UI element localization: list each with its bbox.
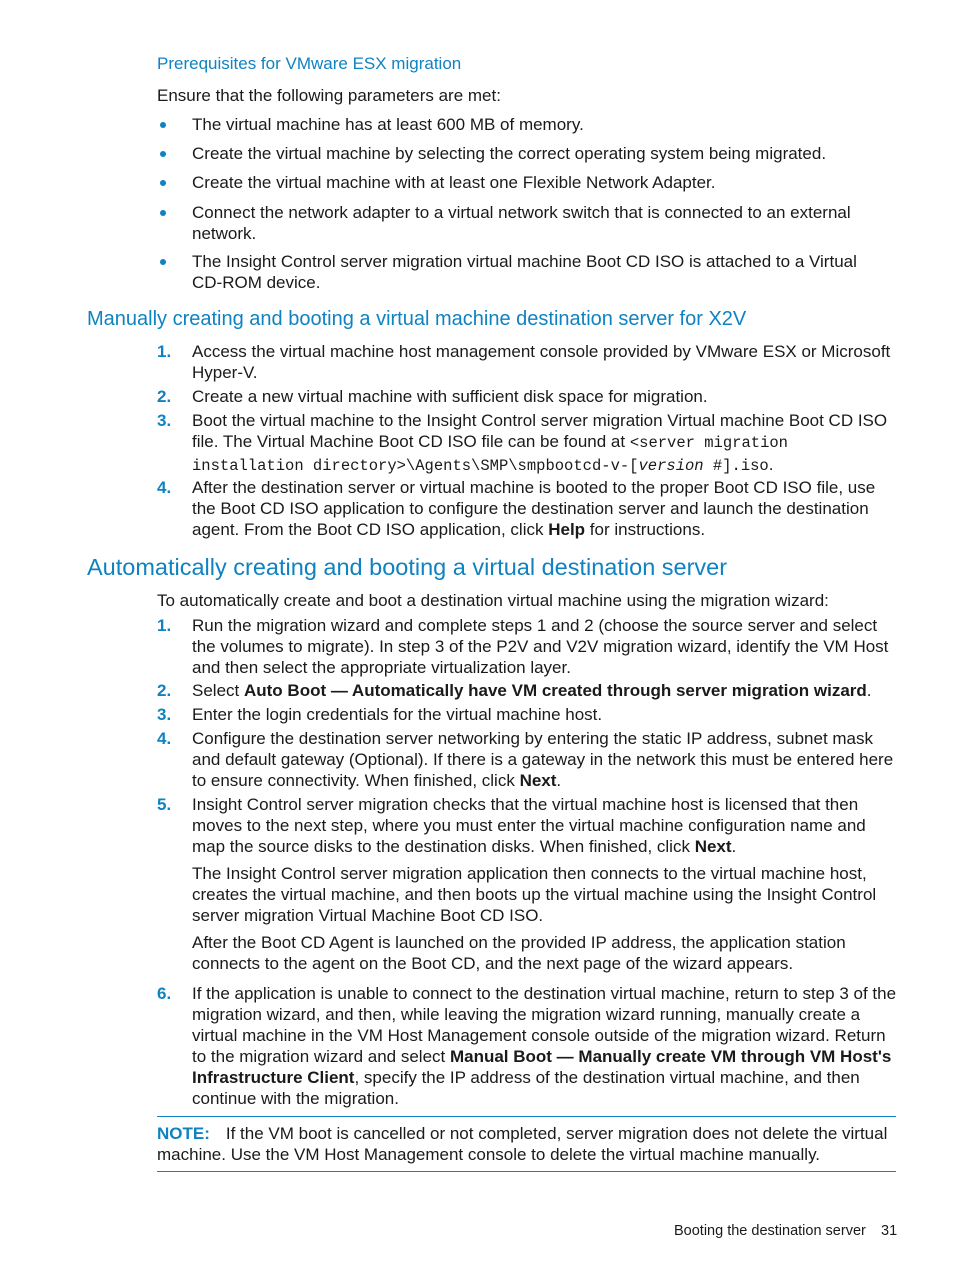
bullet-icon: [160, 210, 166, 216]
step-number: 1.: [157, 616, 172, 635]
bullet-icon: [160, 180, 166, 186]
step-number: 5.: [157, 795, 172, 814]
note-text: If the VM boot is cancelled or not completed, server migration does not delete the virtual machine. Use the VM Host Management console to delete the virtual machine manually.: [157, 1124, 888, 1164]
list-item: The Insight Control server migration virtual machine Boot CD ISO is attached to a Virtual CD-ROM device.: [192, 252, 857, 292]
step-paragraph: After the Boot CD Agent is launched on the provided IP address, the application station connects to the agent on the Boot CD, and the next page of the wizard appears.: [192, 933, 846, 973]
section-heading-auto: Automatically creating and booting a virtual destination server: [87, 554, 728, 580]
step-text: Select Auto Boot — Automatically have VM created through server migration wizard.: [192, 681, 872, 700]
step-text: After the destination server or virtual machine is booted to the proper Boot CD ISO file, use the Boot CD ISO application to configure the destination server and launch the destination agent. From the Boot CD ISO application, click Help for instructions.: [192, 478, 876, 539]
bullet-icon: [160, 122, 166, 128]
step-number: 4.: [157, 478, 172, 497]
intro-text: To automatically create and boot a destination virtual machine using the migration wizard:: [157, 591, 829, 610]
page-number: 31: [881, 1223, 898, 1239]
step-text: Access the virtual machine host management console provided by VMware ESX or Microsoft Hyper-V.: [192, 342, 891, 382]
step-text: If the application is unable to connect to the destination virtual machine, return to step 3 of the migration wizard, and then, while leaving the migration wizard running, manually create a virtual machine in the VM Host Management console outside of the migration wizard. Return to the migration wizard and select Manual Boot — Manually create VM through VM Host's Infrastructure Client, specify the IP address of the destination virtual machine, and then continue with the migration.: [192, 984, 897, 1108]
step-number: 3.: [157, 411, 172, 430]
section-heading-manual: Manually creating and booting a virtual machine destination server for X2V: [87, 308, 747, 330]
step-text: Configure the destination server networking by entering the static IP address, subnet mask and default gateway (Optional). If there is a gateway in the network this must be entered here to ensure connectivity. When finished, click Next.: [192, 729, 894, 790]
step-number: 2.: [157, 387, 172, 406]
note-label: NOTE:: [157, 1124, 210, 1143]
list-item: The virtual machine has at least 600 MB of memory.: [192, 115, 584, 134]
list-item: Create the virtual machine with at least one Flexible Network Adapter.: [192, 173, 716, 192]
step-number: 2.: [157, 681, 172, 700]
section-subheading: Prerequisites for VMware ESX migration: [157, 54, 462, 73]
step-number: 3.: [157, 705, 172, 724]
bullet-icon: [160, 151, 166, 157]
step-text: Enter the login credentials for the virtual machine host.: [192, 705, 603, 724]
list-item: Connect the network adapter to a virtual network switch that is connected to an external network.: [192, 203, 851, 243]
intro-text: Ensure that the following parameters are met:: [157, 86, 501, 105]
step-number: 1.: [157, 342, 172, 361]
bullet-icon: [160, 259, 166, 265]
step-text: Create a new virtual machine with sufficient disk space for migration.: [192, 387, 708, 406]
footer-section-title: Booting the destination server: [674, 1223, 866, 1239]
note-bottom-rule: [157, 1171, 896, 1172]
step-number: 6.: [157, 984, 172, 1003]
step-text: Run the migration wizard and complete steps 1 and 2 (choose the source server and select the volumes to migrate). In step 3 of the P2V and V2V migration wizard, identify the VM Host and then select the appropriate virtualization layer.: [192, 616, 889, 677]
path-code: <server migration installation directory>\Agents\SMP\smpbootcd-v-[: [192, 434, 788, 475]
note-top-rule: [157, 1116, 896, 1117]
step-text: Insight Control server migration checks that the virtual machine host is licensed that then moves to the next step, where you must enter the virtual machine configuration name and map the source disks to the destination disks. When finished, click Next.: [192, 795, 866, 856]
step-number: 4.: [157, 729, 172, 748]
list-item: Create the virtual machine by selecting the correct operating system being migrated.: [192, 144, 827, 163]
note-box: [157, 1123, 897, 1165]
step-text: Boot the virtual machine to the Insight Control server migration Virtual machine Boot CD ISO file. The Virtual Machine Boot CD ISO file can be found at <server migration installation directory>\Agents\SMP\smpbootcd-v-[version #].iso.: [192, 411, 888, 475]
step-paragraph: The Insight Control server migration application then connects to the virtual machine host, creates the virtual machine, and then boots up the virtual machine using the Insight Control server migration Virtual Machine Boot CD ISO.: [192, 864, 877, 925]
